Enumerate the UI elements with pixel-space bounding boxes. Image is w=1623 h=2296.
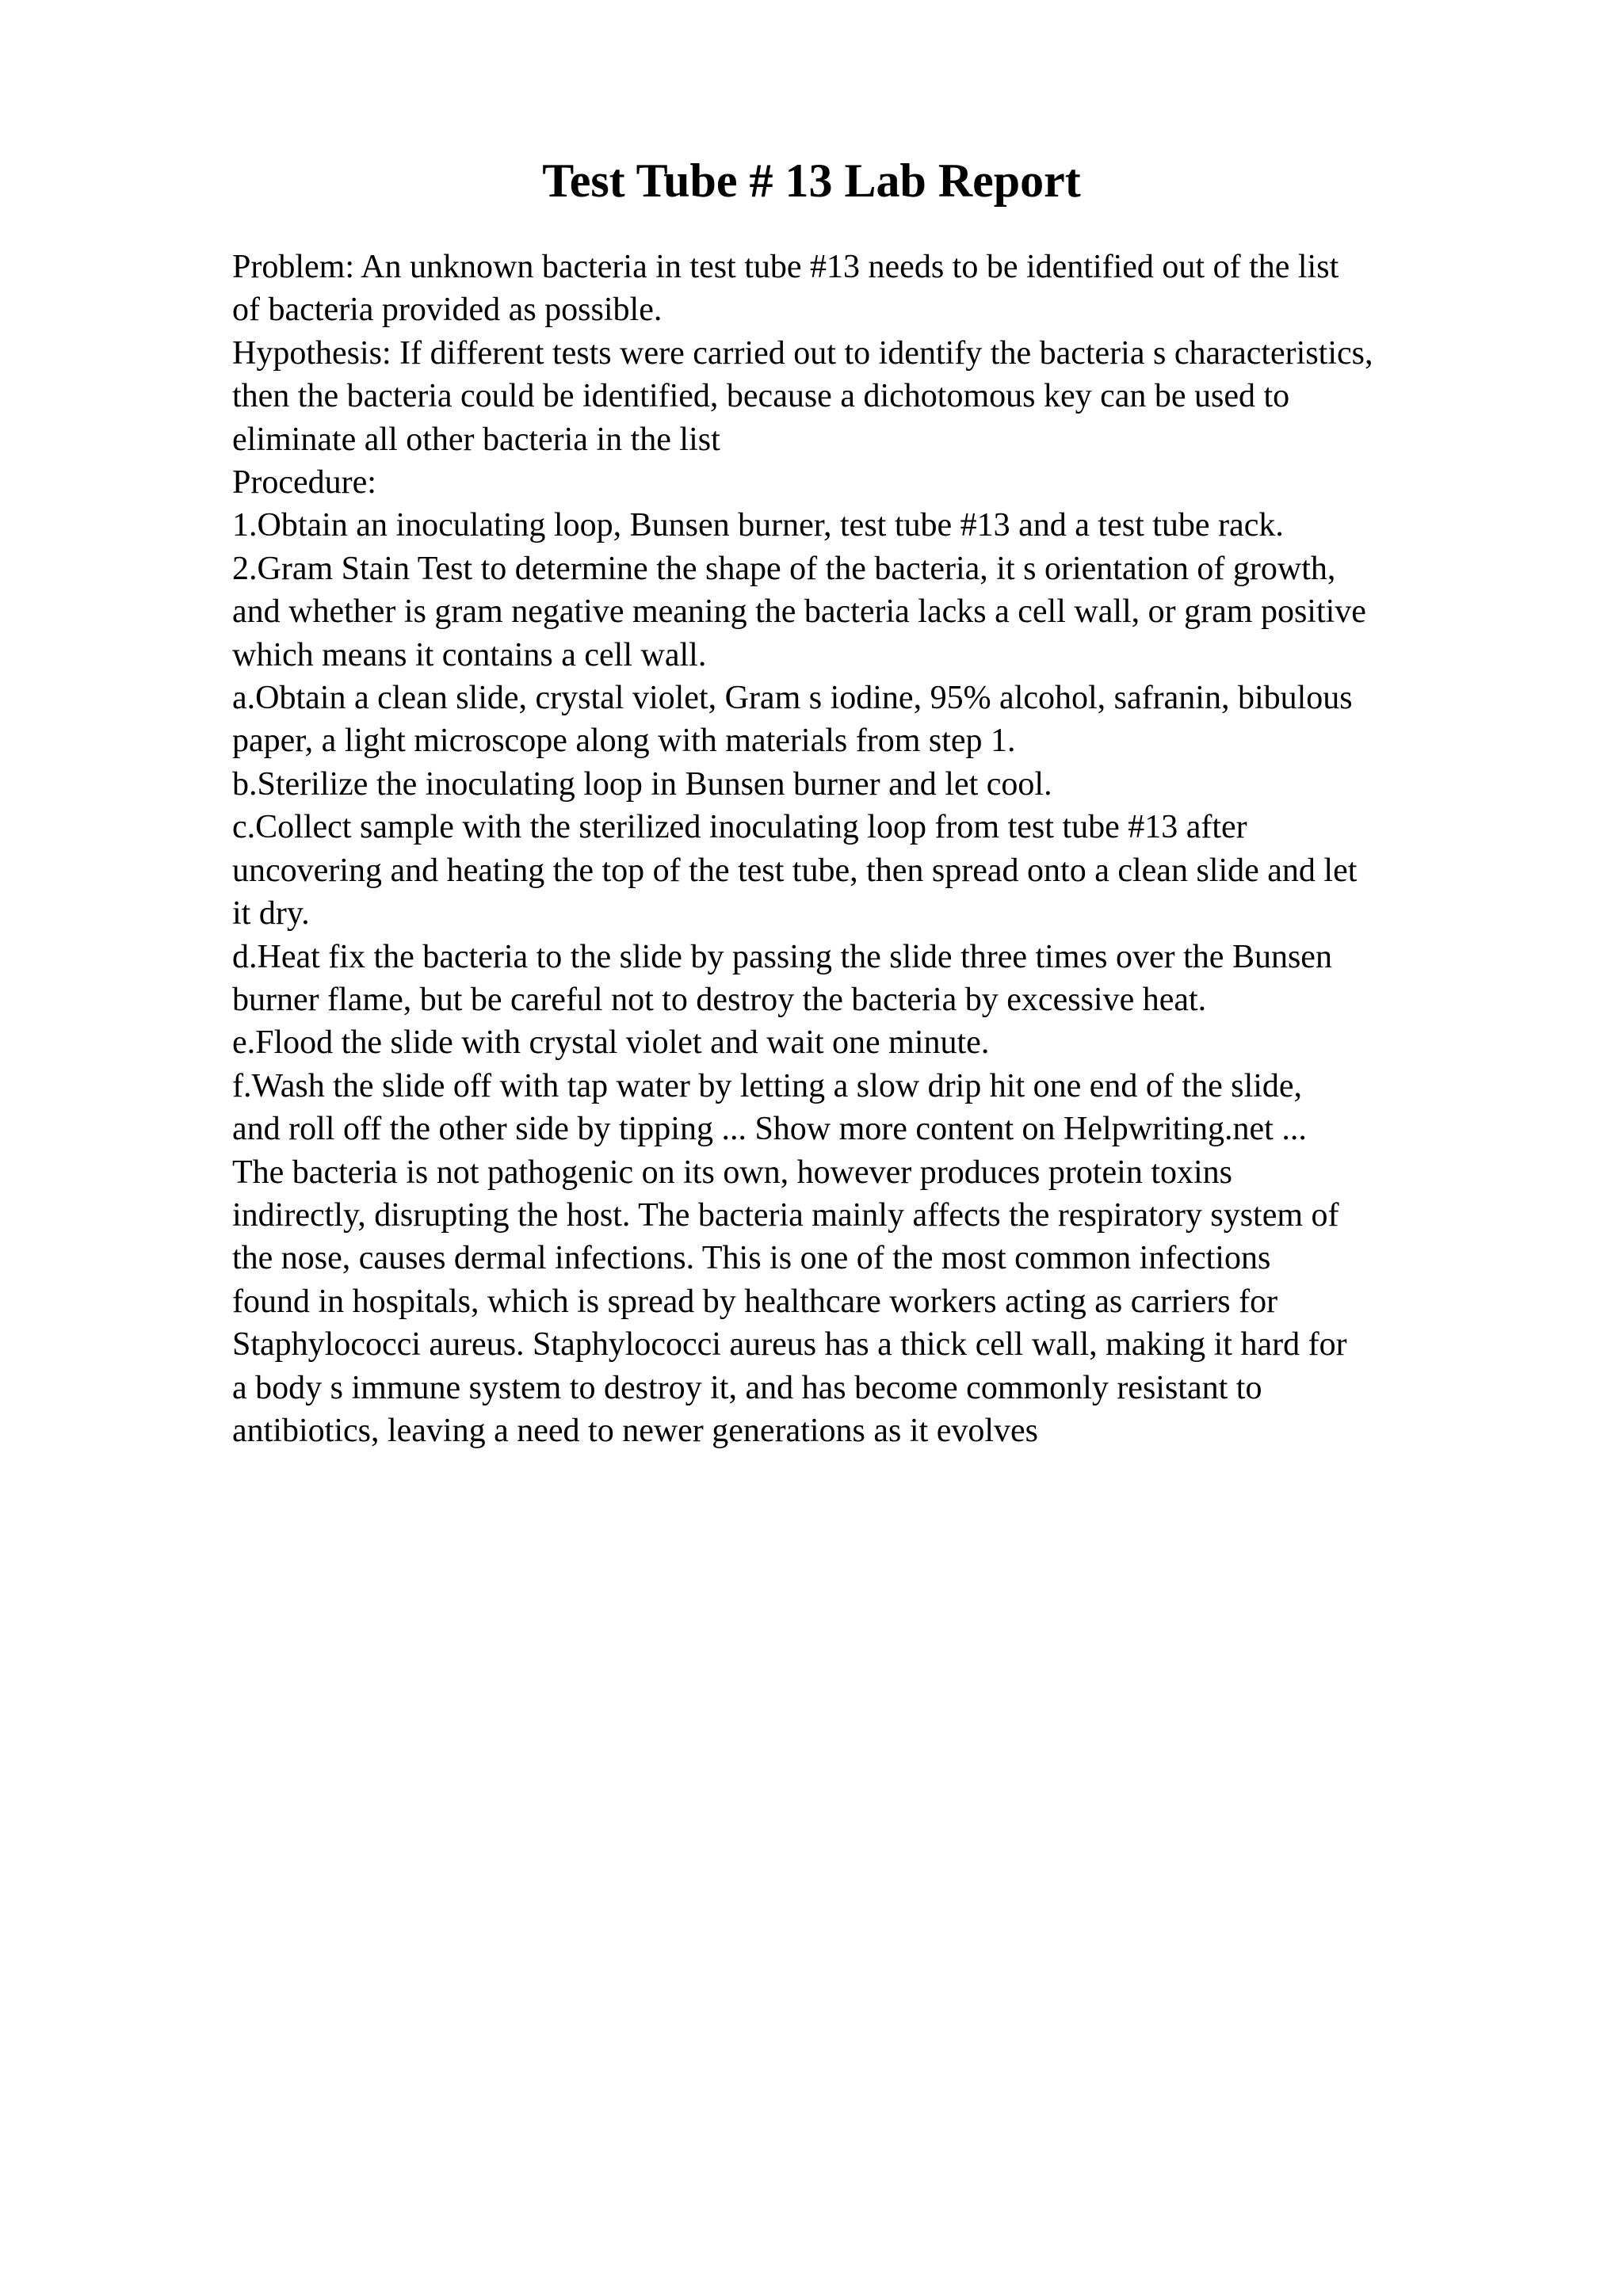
- text-line: of bacteria provided as possible.: [232, 292, 663, 329]
- text-line: burner flame, but be careful not to destroy the bacteria by excessive heat.: [232, 981, 1207, 1018]
- text-line: it dry.: [232, 895, 310, 933]
- text-line: which means it contains a cell wall.: [232, 636, 707, 673]
- text-line: f.Wash the slide off with tap water by letting a slow drip hit one end of the slide,: [232, 1067, 1303, 1104]
- text-line: uncovering and heating the top of the test tube, then spread onto a clean slide and let: [232, 852, 1358, 889]
- text-line: antibiotics, leaving a need to newer generations as it evolves: [232, 1412, 1039, 1449]
- text-line: a.Obtain a clean slide, crystal violet, Gram s iodine, 95% alcohol, safranin, bibulous: [232, 680, 1353, 717]
- text-line: found in hospitals, which is spread by healthcare workers acting as carriers for: [232, 1283, 1278, 1320]
- text-line: Hypothesis: If different tests were carried out to identify the bacteria s characteristics,: [232, 334, 1373, 372]
- text-line: The bacteria is not pathogenic on its own, however produces protein toxins: [232, 1154, 1233, 1191]
- text-line: eliminate all other bacteria in the list: [232, 421, 720, 458]
- text-line: then the bacteria could be identified, because a dichotomous key can be used to: [232, 378, 1290, 415]
- text-line: paper, a light microscope along with materials from step 1.: [232, 723, 1016, 760]
- text-line: c.Collect sample with the sterilized inoculating loop from test tube #13 after: [232, 809, 1247, 846]
- text-line: Staphylococci aureus. Staphylococci aureus has a thick cell wall, making it hard for: [232, 1326, 1347, 1363]
- page-title: Test Tube # 13 Lab Report: [542, 154, 1081, 207]
- text-line: Problem: An unknown bacteria in test tube #13 needs to be identified out of the list: [232, 249, 1339, 285]
- text-line: e.Flood the slide with crystal violet and wait one minute.: [232, 1024, 990, 1062]
- report-body: [232, 246, 1516, 1452]
- text-line: b.Sterilize the inoculating loop in Bunsen burner and let cool.: [232, 765, 1052, 803]
- text-line: 2.Gram Stain Test to determine the shape of the bacteria, it s orientation of growth,: [232, 550, 1336, 587]
- text-line: Procedure:: [232, 464, 376, 502]
- text-line: a body s immune system to destroy it, and has become commonly resistant to: [232, 1369, 1262, 1406]
- text-line: indirectly, disrupting the host. The bacteria mainly affects the respiratory system of: [232, 1196, 1339, 1234]
- text-line: and roll off the other side by tipping ... Show more content on Helpwriting.net ...: [232, 1111, 1307, 1148]
- text-line: the nose, causes dermal infections. This is one of the most common infections: [232, 1240, 1271, 1277]
- text-line: and whether is gram negative meaning the bacteria lacks a cell wall, or gram positive: [232, 593, 1366, 631]
- text-line: 1.Obtain an inoculating loop, Bunsen burner, test tube #13 and a test tube rack.: [232, 507, 1284, 544]
- text-line: d.Heat fix the bacteria to the slide by passing the slide three times over the Bunsen: [232, 938, 1332, 975]
